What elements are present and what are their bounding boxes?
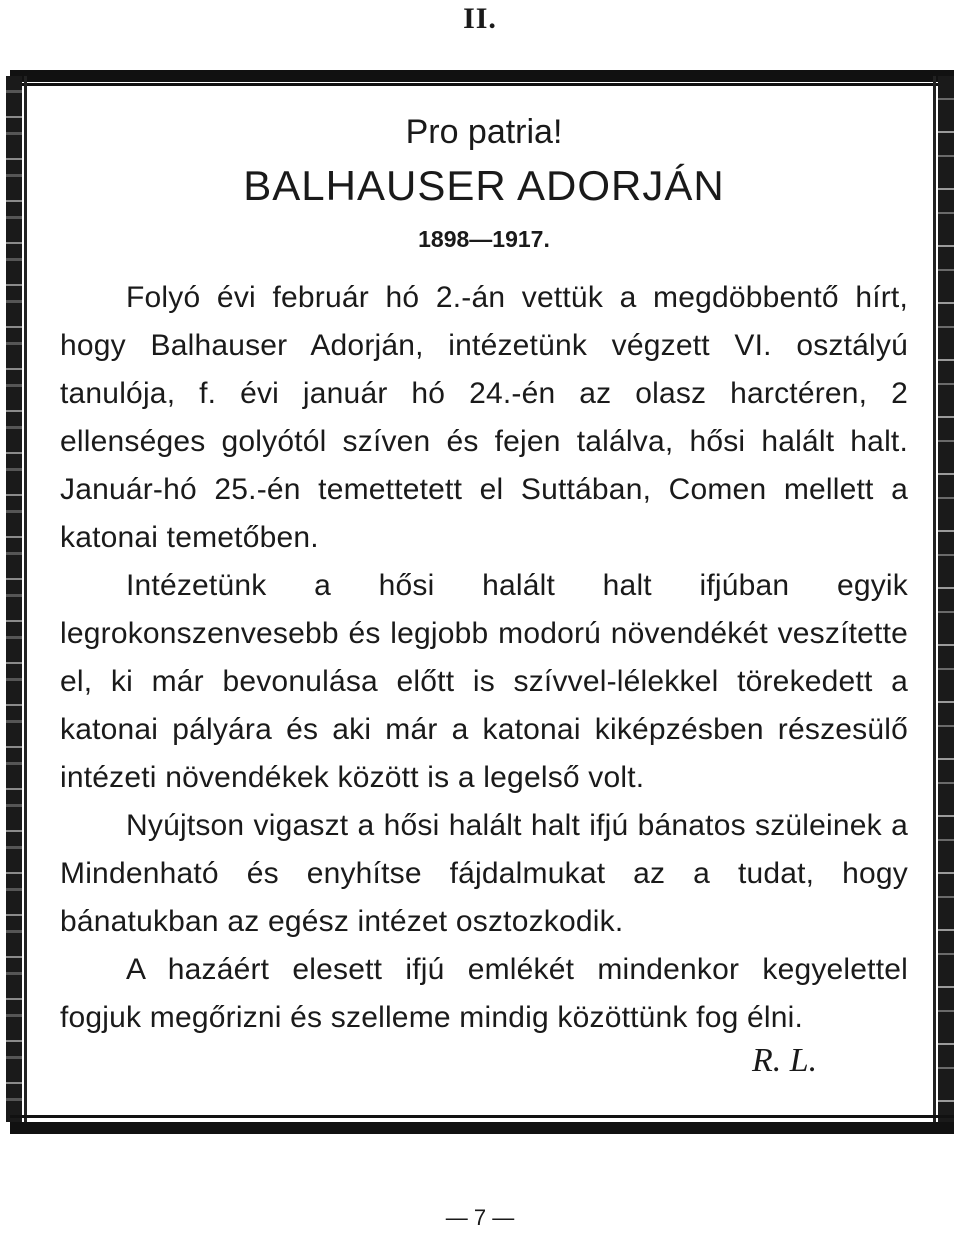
obituary-article [60,110,908,1042]
article-paragraph-1: Folyó évi február hó 2.-án vettük a megdöbbentő hírt, hogy Balhauser Adorján, intézetünk végzett VI. osztályú tanulója, f. évi január hó 24.-én az olasz harctéren, 2 ellenséges golyótól szíven és fejen találva, hősi halált halt. Január-hó 25.-én temettetett el Suttában, Comen mellett a katonai temetőben. [60,281,908,554]
border-frame-bottom-inner [10,1115,954,1118]
article-years: 1898—1917. [418,226,550,252]
border-frame-left [6,76,22,1122]
author-signature: R. L. [752,1042,818,1079]
article-paragraph-3: Nyújtson vigaszt a hősi halált halt ifjú bánatos szüleinek a Mindenható és enyhítse fájdalmukat az a tudat, hogy bánatukban az egész intézet osztozkodik. [60,809,908,938]
border-frame-top [10,70,954,82]
article-paragraph-4: A hazáért elesett ifjú emlékét mindenkor kegyelettel fogjuk megőrizni és szelleme mindig közöttünk fog élni. [60,953,908,1034]
article-kicker: Pro patria! [405,113,563,151]
border-frame-bottom [10,1122,954,1134]
article-title-name: BALHAUSER ADORJÁN [243,162,725,209]
border-frame-right-inner [933,76,936,1122]
page-number: — 7 — [445,1205,515,1230]
border-frame-left-inner [24,76,27,1122]
section-numeral: II. [463,2,497,35]
border-frame-top-inner [10,83,954,86]
article-paragraph-2: Intézetünk a hősi halált halt ifjúban egyik legrokonszenvesebb és legjobb modorú növendékét veszítette el, ki már bevonulása előtt is szívvel-lélekkel törekedett a katonai pályára és aki már a katonai kiképzésben részesülő intézeti növendékek között is a legelső volt. [60,569,908,794]
border-frame-right [938,76,954,1122]
